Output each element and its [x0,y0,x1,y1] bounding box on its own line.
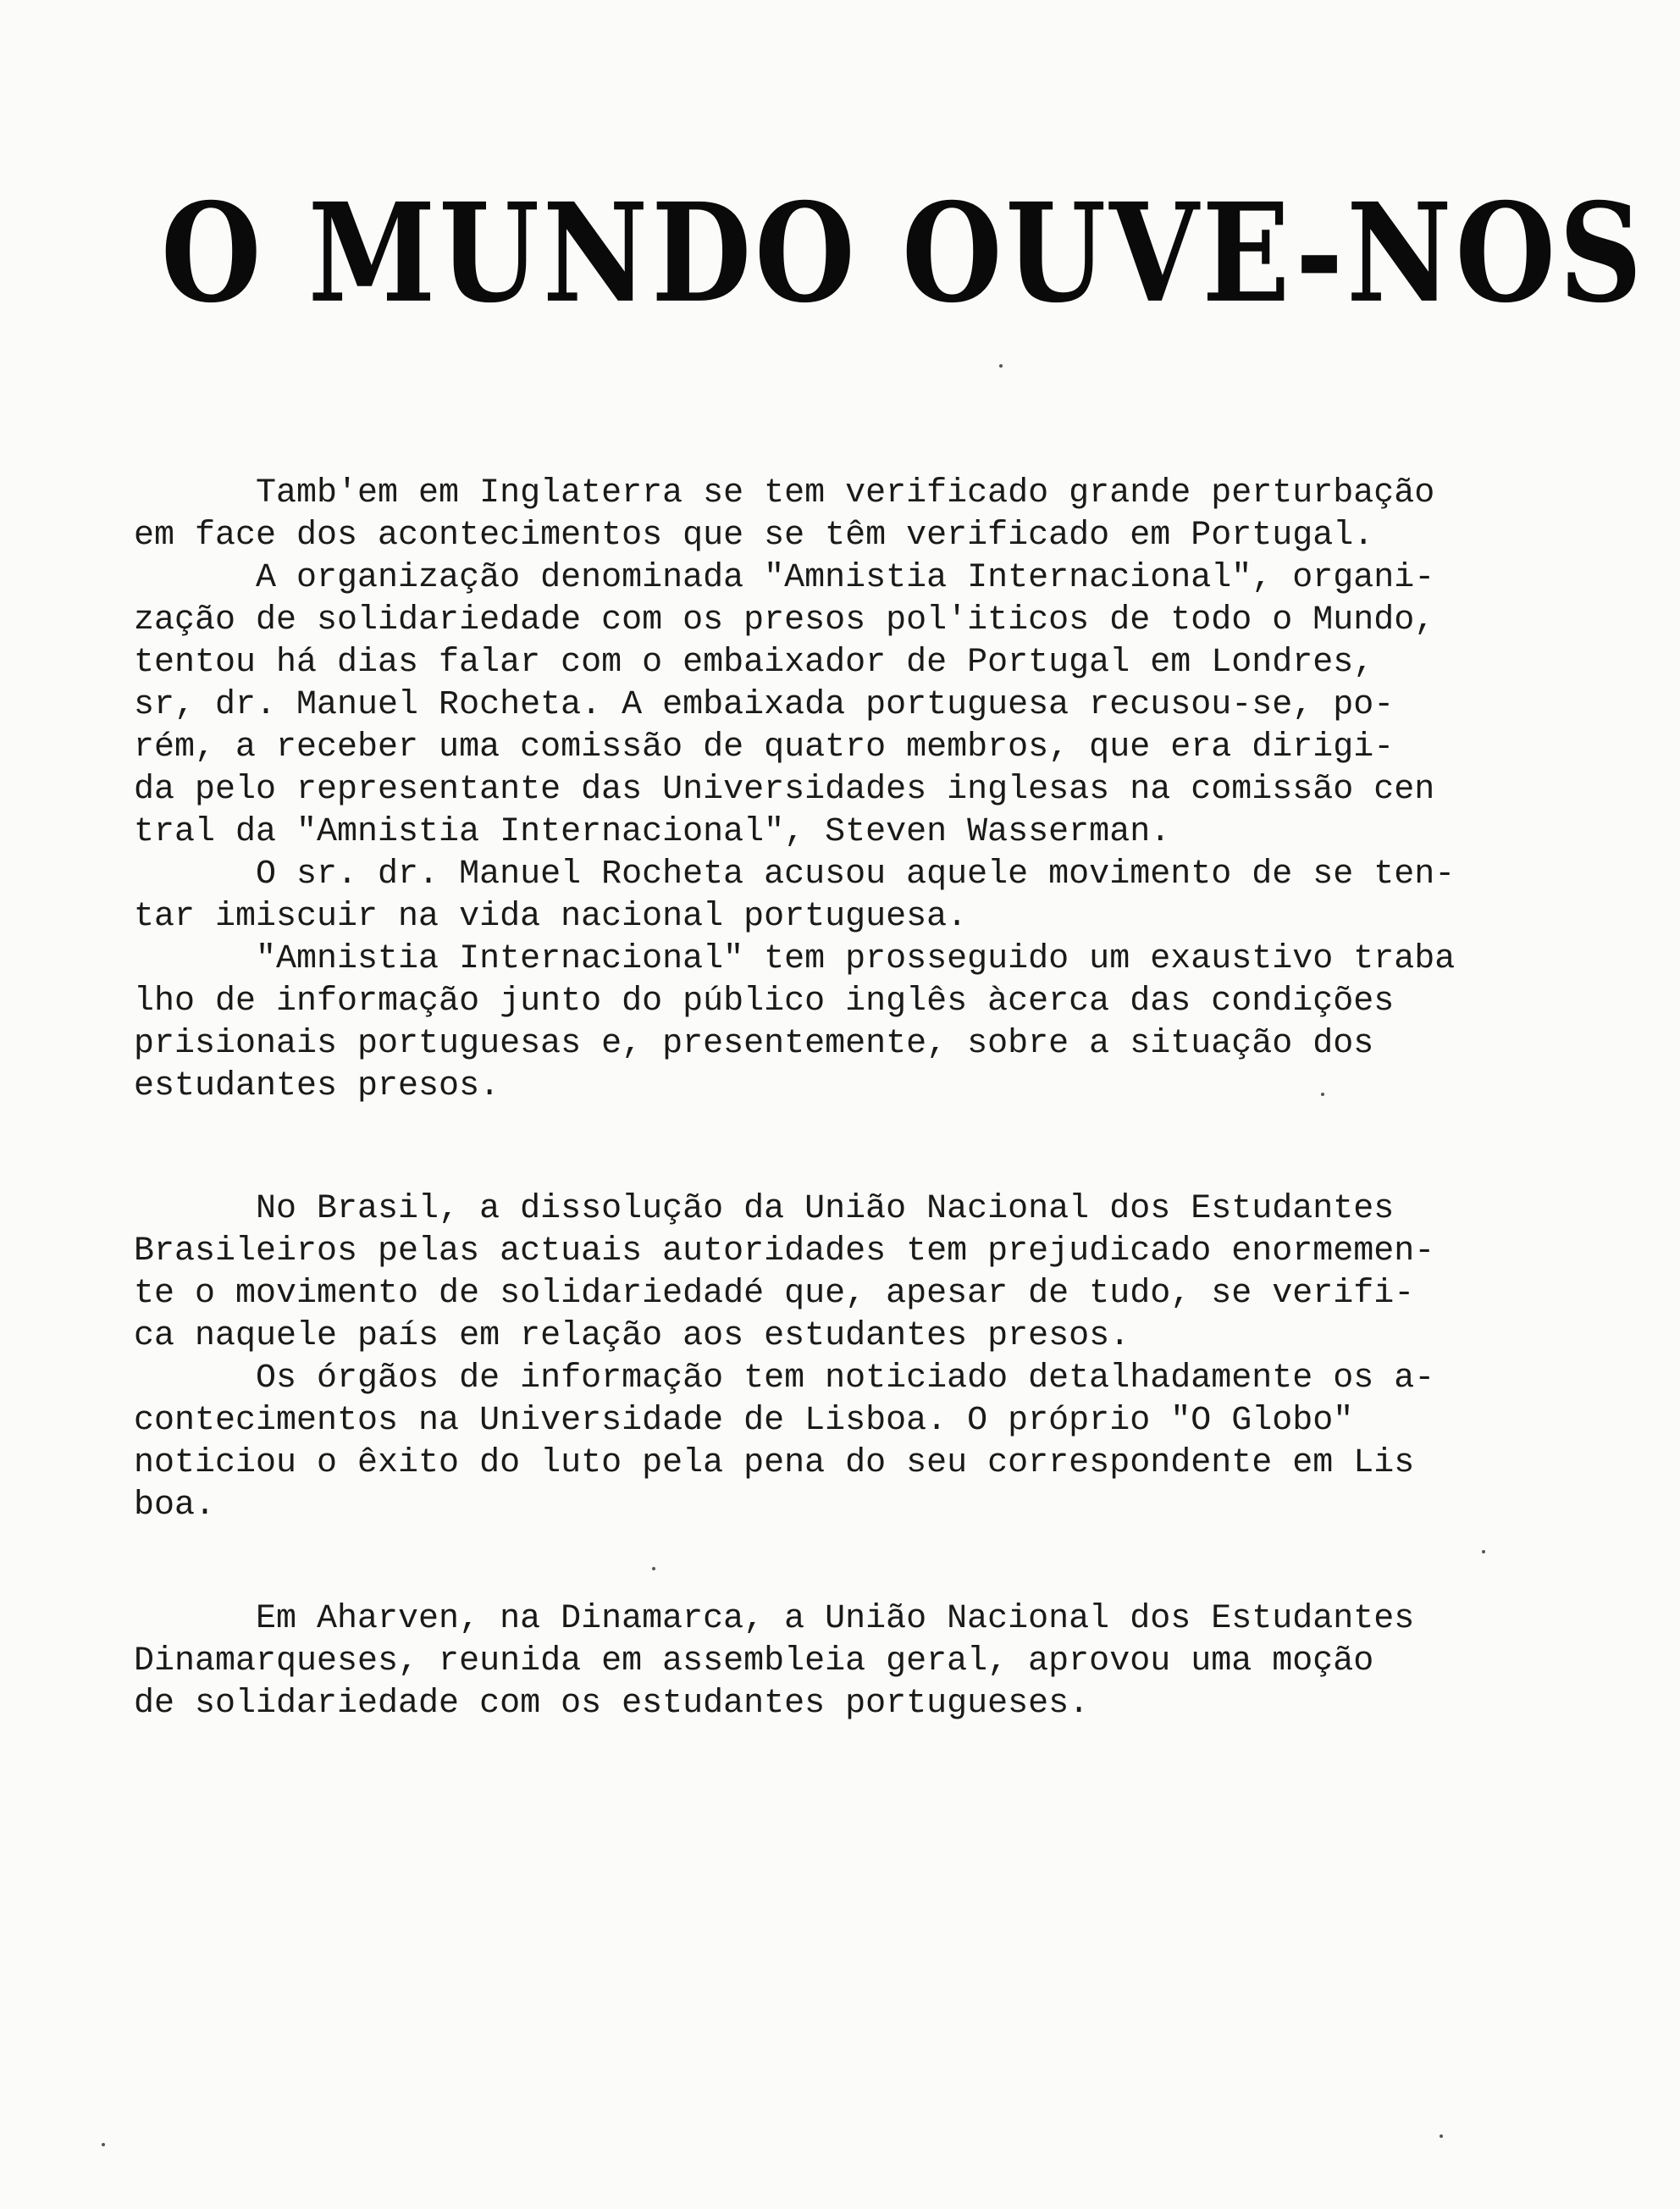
section-brazil [134,1188,1573,1527]
section-england [134,473,1573,1108]
paragraph-brazil-2: Os órgãos de informação tem noticiado detalhadamente os a- contecimentos na Universidade de Lisboa. O próprio "O Globo" noticiou o êxito do luto pela pena do seu correspondente em Lis boa. [134,1359,1435,1525]
paragraph-england-2: A organização denominada "Amnistia Internacional", organi- zação de solidariedade com os presos pol'iticos de todo o Mundo, tentou há dias falar com o embaixador de Portugal em Londres, sr, dr. Manuel Rocheta. A embaixada portuguesa recusou-se, po- rém, a receber uma comissão de quatro membros, que era dirigi- da pelo representante das Universidades inglesas na comissão cen tral da "Amnistia Internacional", Steven Wasserman. [134,559,1435,851]
paragraph-england-1: Tamb'em em Inglaterra se tem verificado grande perturbação em face dos acontecimentos que se têm verificado em Portugal. [134,474,1435,555]
page-title: O MUNDO OUVE-NOS [161,174,1646,334]
section-denmark [134,1598,1573,1725]
scan-speck [1440,2134,1443,2138]
paragraph-england-3: O sr. dr. Manuel Rocheta acusou aquele movimento de se ten- tar imiscuir na vida nacional portuguesa. [134,855,1456,936]
scan-speck [102,2143,105,2146]
paragraph-brazil-1: No Brasil, a dissolução da União Nacional dos Estudantes Brasileiros pelas actuais autoridades tem prejudicado enormemen- te o movimento de solidariedadé que, apesar de tudo, se verifi- ca naquele país em relação aos estudantes presos. [134,1190,1435,1355]
scan-speck [1482,1550,1485,1553]
paragraph-denmark-1: Em Aharven, na Dinamarca, a União Nacional dos Estudantes Dinamarqueses, reunida em assembleia geral, aprovou uma moção de solidariedade com os estudantes portugueses. [134,1600,1415,1723]
scan-speck [1321,1093,1324,1096]
paragraph-england-4: "Amnistia Internacional" tem prosseguido um exaustivo traba lho de informação junto do público inglês àcerca das condições prisionais portuguesas e, presentemente, sobre a situação dos estudantes presos. [134,940,1456,1105]
scan-speck [652,1567,655,1570]
scan-speck [999,364,1003,368]
